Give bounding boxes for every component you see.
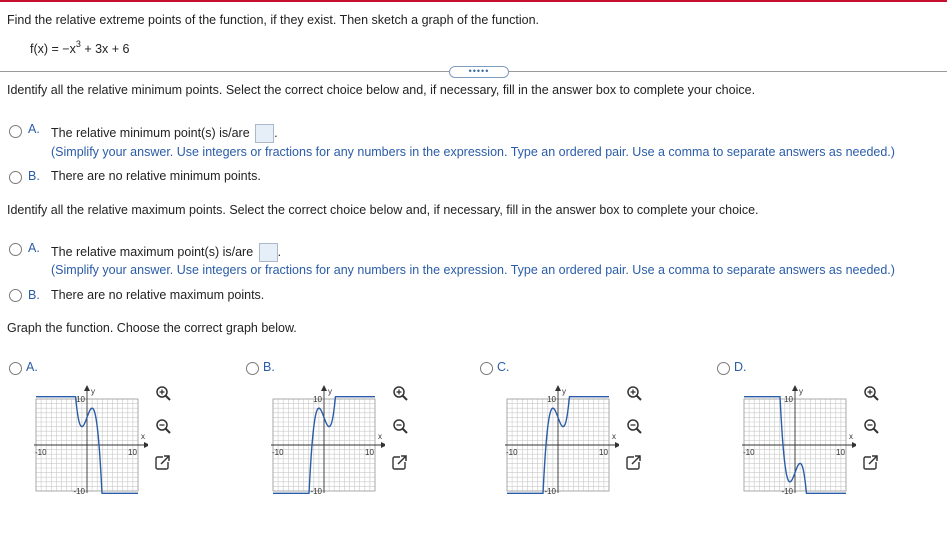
x-axis-arrow — [852, 442, 856, 448]
y-max-label: 10 — [784, 395, 793, 404]
x-axis-arrow — [615, 442, 619, 448]
open-in-new-icon[interactable] — [625, 453, 643, 471]
x-axis-arrow — [144, 442, 148, 448]
x-min-label: -10 — [506, 448, 518, 457]
max-choice-a-hint: (Simplify your answer. Use integers or fractions for any numbers in the expression. Type an ordered pair. Use a comma to separate answers as needed.) — [51, 263, 895, 277]
max-choice-b-radio[interactable] — [9, 289, 22, 302]
max-choice-a: The relative maximum point(s) is/are . — [51, 242, 281, 262]
x-max-label: 10 — [836, 448, 845, 457]
y-axis-label: y — [799, 387, 803, 396]
y-max-label: 10 — [547, 395, 556, 404]
max-choice-b-text: There are no relative maximum points. — [51, 288, 265, 302]
y-axis-arrow — [792, 385, 798, 391]
min-choice-a-radio[interactable] — [9, 125, 22, 138]
min-choice-a-letter: A. — [28, 122, 40, 136]
zoom-out-icon[interactable] — [625, 418, 643, 436]
function-expression: $f(x) = -x^3 + 3x + 6$ — [30, 39, 130, 56]
zoom-in-icon[interactable] — [625, 385, 643, 403]
zoom-in-icon[interactable] — [154, 385, 172, 403]
zoom-in-icon[interactable] — [862, 385, 880, 403]
open-in-new-icon[interactable] — [391, 453, 409, 471]
y-max-label: 10 — [76, 395, 85, 404]
top-accent-bar — [0, 0, 947, 2]
graph-choice-letter-c: C. — [497, 360, 510, 374]
y-min-label: -10 — [310, 487, 322, 496]
graph-choice-radio-b[interactable] — [246, 362, 259, 375]
open-in-new-icon[interactable] — [154, 453, 172, 471]
graph-c[interactable] — [501, 385, 619, 497]
x-axis-label: x — [612, 432, 616, 441]
x-min-label: -10 — [272, 448, 284, 457]
min-choice-b-radio[interactable] — [9, 171, 22, 184]
x-axis-arrow — [381, 442, 385, 448]
min-answer-box[interactable] — [255, 124, 274, 143]
x-max-label: 10 — [599, 448, 608, 457]
y-axis-label: y — [91, 387, 95, 396]
min-choice-a-text: The relative minimum point(s) is/are — [51, 126, 250, 140]
y-axis-label: y — [562, 387, 566, 396]
graph-choice-letter-b: B. — [263, 360, 275, 374]
y-min-label: -10 — [781, 487, 793, 496]
y-axis-arrow — [84, 385, 90, 391]
zoom-out-icon[interactable] — [391, 418, 409, 436]
graph-choice-radio-d[interactable] — [717, 362, 730, 375]
min-choice-b-letter: B. — [28, 169, 40, 183]
min-choice-a-hint: (Simplify your answer. Use integers or fractions for any numbers in the expression. Type an ordered pair. Use a comma to separate answers as needed.) — [51, 145, 895, 159]
question-prompt: Find the relative extreme points of the function, if they exist. Then sketch a graph of the function. — [7, 13, 540, 27]
expand-button[interactable]: ••••• — [449, 66, 509, 78]
graph-instruction: Graph the function. Choose the correct graph below. — [7, 321, 297, 335]
minimum-instruction: Identify all the relative minimum points. Select the correct choice below and, if necessary, fill in the answer box to complete your choice. — [7, 83, 756, 97]
y-axis-label: y — [328, 387, 332, 396]
max-choice-a-letter: A. — [28, 241, 40, 255]
max-choice-a-text: The relative maximum point(s) is/are — [51, 245, 254, 259]
x-axis-label: x — [378, 432, 382, 441]
graph-choice-radio-a[interactable] — [9, 362, 22, 375]
y-axis-arrow — [555, 385, 561, 391]
x-axis-label: x — [141, 432, 145, 441]
min-choice-a: The relative minimum point(s) is/are . — [51, 123, 278, 143]
x-min-label: -10 — [35, 448, 47, 457]
max-answer-box[interactable] — [259, 243, 278, 262]
graph-choice-letter-d: D. — [734, 360, 747, 374]
min-choice-b-text: There are no relative minimum points. — [51, 169, 261, 183]
graph-choice-radio-c[interactable] — [480, 362, 493, 375]
graph-b[interactable] — [267, 385, 385, 497]
y-min-label: -10 — [544, 487, 556, 496]
x-max-label: 10 — [128, 448, 137, 457]
maximum-instruction: Identify all the relative maximum points. Select the correct choice below and, if necessary, fill in the answer box to complete your choice. — [7, 203, 759, 217]
x-axis-label: x — [849, 432, 853, 441]
graph-d[interactable] — [738, 385, 856, 497]
max-choice-a-radio[interactable] — [9, 243, 22, 256]
x-max-label: 10 — [365, 448, 374, 457]
max-choice-b-letter: B. — [28, 288, 40, 302]
graph-a[interactable] — [30, 385, 148, 497]
zoom-out-icon[interactable] — [154, 418, 172, 436]
zoom-out-icon[interactable] — [862, 418, 880, 436]
y-axis-arrow — [321, 385, 327, 391]
y-min-label: -10 — [73, 487, 85, 496]
y-max-label: 10 — [313, 395, 322, 404]
x-min-label: -10 — [743, 448, 755, 457]
open-in-new-icon[interactable] — [862, 453, 880, 471]
graph-choice-letter-a: A. — [26, 360, 38, 374]
zoom-in-icon[interactable] — [391, 385, 409, 403]
